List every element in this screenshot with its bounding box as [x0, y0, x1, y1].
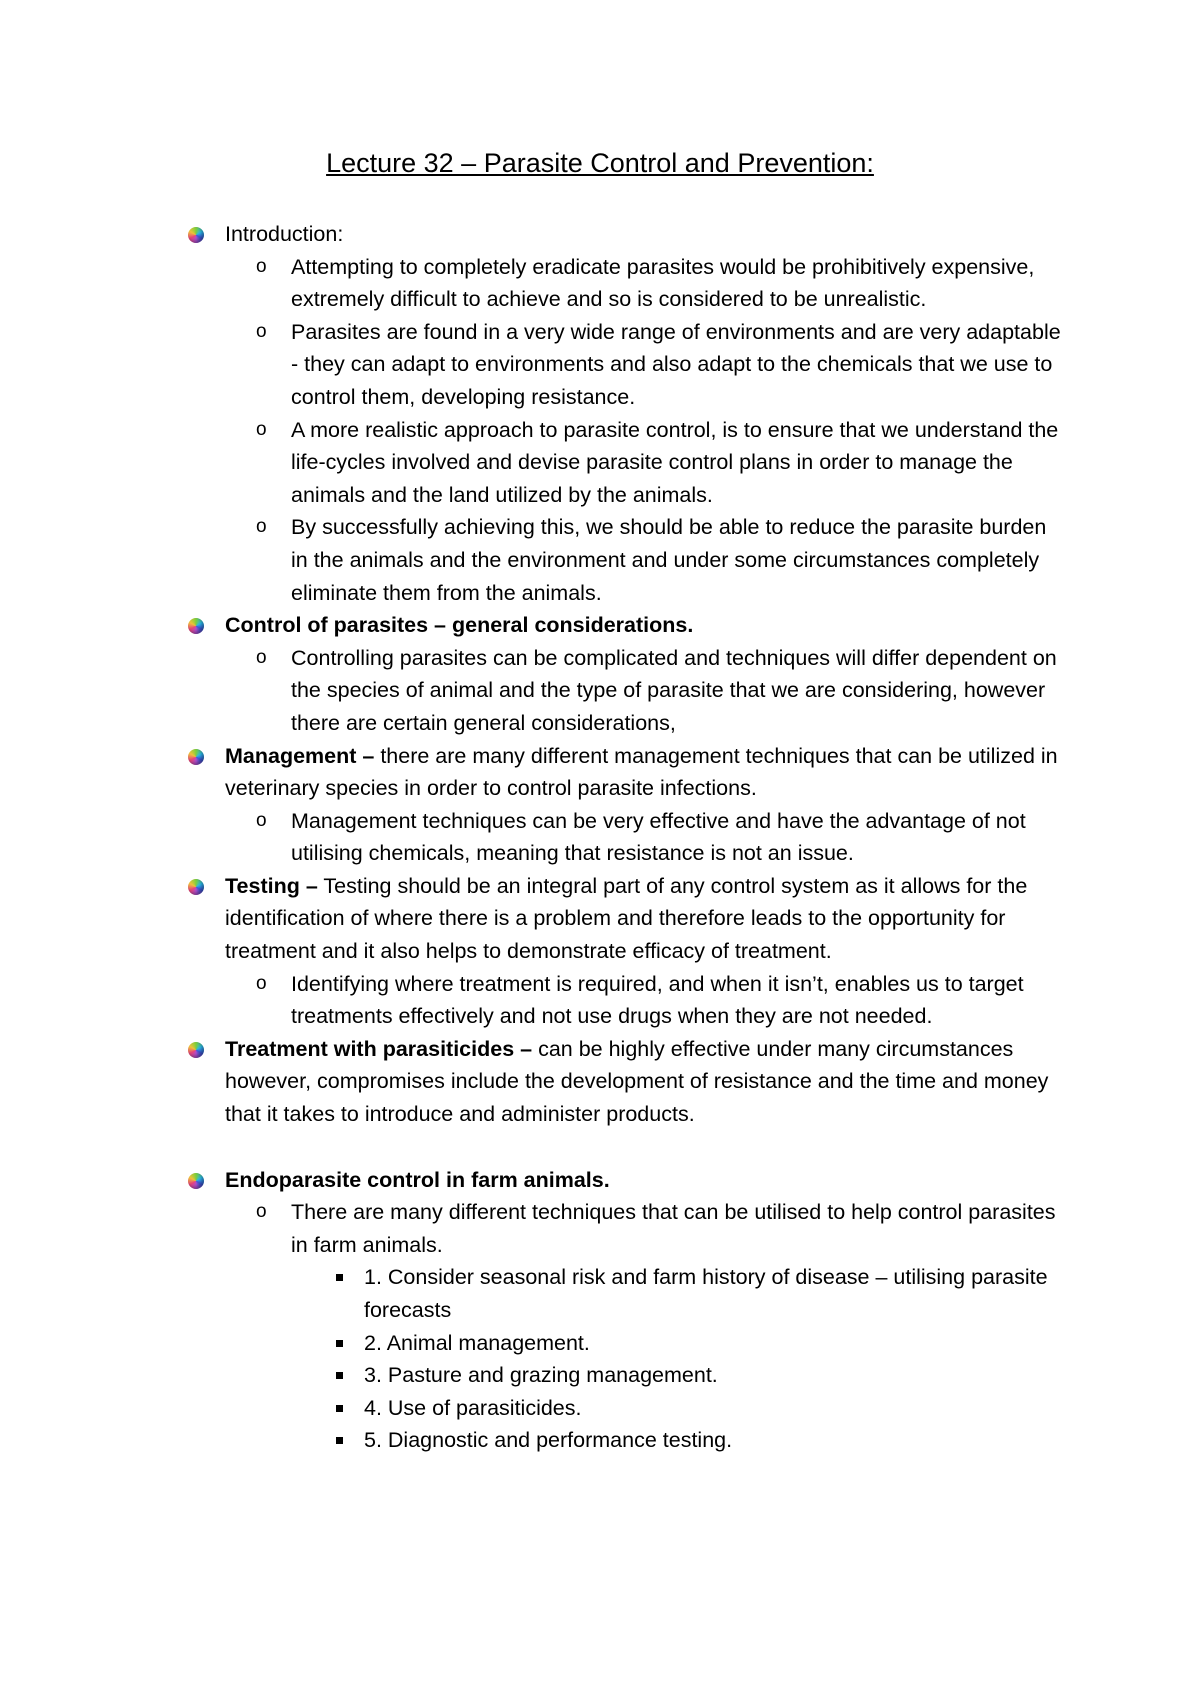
treatment-text: can be highly effective under many circumstances however, compromises include the development of resistance and the time and money that it takes to introduce and administer products. [225, 1036, 1049, 1127]
paragraph-gap [0, 1131, 1200, 1164]
sub-bullet [0, 805, 1065, 870]
endoparasite-heading: Endoparasite control in farm animals. [225, 1167, 610, 1192]
sub-bullet [0, 251, 1065, 316]
step-text: 3. Pasture and grazing management. [364, 1363, 718, 1388]
circle-bullet-icon: o [256, 255, 267, 277]
step-item [0, 1359, 1064, 1392]
testing-text: Testing should be an integral part of any control system as it allows for the identification of where there is a problem and therefore leads to the opportunity for treatment and it also helps to demonstrate efficacy of treatment. [225, 873, 1028, 964]
sub-bullet [0, 414, 1065, 512]
bullet-management [0, 740, 1065, 805]
step-text: 1. Consider seasonal risk and farm history of disease – utilising parasite forecasts [364, 1265, 1048, 1322]
sub-bullet [0, 511, 1065, 609]
sub-bullet-text: Parasites are found in a very wide range of environments and are very adaptable - they can adapt to environments and also adapt to the chemicals that we use to control them, developing resistance. [291, 319, 1061, 409]
treatment-heading: Treatment with parasiticides – [225, 1036, 533, 1061]
sub-bullet [0, 968, 1065, 1033]
square-bullet-icon [336, 1405, 343, 1412]
step-item [0, 1261, 1064, 1326]
bullet-disc-icon [188, 227, 204, 243]
bullet-testing [0, 870, 1065, 968]
step-item [0, 1327, 1064, 1360]
step-text: 5. Diagnostic and performance testing. [364, 1428, 733, 1453]
step-text: 4. Use of parasiticides. [364, 1395, 582, 1420]
bullet-disc-icon [188, 618, 204, 634]
introduction-label: Introduction: [225, 222, 344, 246]
bullet-endoparasite-control [0, 1164, 1065, 1197]
square-bullet-icon [336, 1340, 343, 1347]
step-item [0, 1424, 1064, 1457]
control-heading: Control of parasites – general considerations. [225, 613, 694, 638]
bullet-treatment [0, 1033, 1065, 1131]
circle-bullet-icon: o [256, 418, 267, 440]
circle-bullet-icon: o [256, 320, 267, 342]
sub-bullet-text: There are many different techniques that can be utilised to help control parasites in farm animals. [291, 1200, 1056, 1257]
square-bullet-icon [336, 1437, 343, 1444]
bullet-control-of-parasites [0, 609, 1065, 642]
management-text: there are many different management techniques that can be utilized in veterinary species in order to control parasite infections. [225, 743, 1058, 801]
bullet-disc-icon [188, 1042, 204, 1058]
circle-bullet-icon: o [256, 809, 267, 831]
step-text: 2. Animal management. [364, 1330, 590, 1355]
sub-bullet-text: Identifying where treatment is required, and when it isn’t, enables us to target treatments effectively and not use drugs when they are not needed. [291, 971, 1024, 1029]
sub-bullet-text: Controlling parasites can be complicated and techniques will differ dependent on the species of animal and the type of parasite that we are considering, however there are certain general considerations, [291, 645, 1057, 735]
square-bullet-icon [336, 1372, 343, 1379]
circle-bullet-icon: o [256, 646, 267, 668]
sub-bullet-text: Attempting to completely eradicate parasites would be prohibitively expensive, extremely difficult to achieve and so is considered to be unrealistic. [291, 254, 1035, 312]
management-heading: Management – [225, 743, 375, 768]
page-title: Lecture 32 – Parasite Control and Prevention: [326, 148, 874, 178]
bullet-disc-icon [188, 1173, 204, 1189]
circle-bullet-icon: o [256, 516, 267, 538]
document-body [0, 218, 1200, 1457]
sub-bullet [0, 316, 1065, 414]
circle-bullet-icon: o [256, 1201, 267, 1223]
bullet-disc-icon [188, 749, 204, 765]
bullet-introduction [0, 218, 1065, 251]
circle-bullet-icon: o [256, 972, 267, 994]
bullet-disc-icon [188, 879, 204, 895]
sub-bullet [0, 642, 1065, 740]
step-item [0, 1392, 1064, 1425]
square-bullet-icon [336, 1274, 343, 1281]
sub-bullet-text: Management techniques can be very effective and have the advantage of not utilising chemicals, meaning that resistance is not an issue. [291, 808, 1026, 866]
sub-bullet [0, 1196, 1065, 1261]
sub-bullet-text: A more realistic approach to parasite control, is to ensure that we understand the life-cycles involved and devise parasite control plans in order to manage the animals and the land utilized by the animals. [291, 417, 1059, 507]
sub-bullet-text: By successfully achieving this, we should be able to reduce the parasite burden in the animals and the environment and under some circumstances completely eliminate them from the animals. [291, 515, 1047, 605]
testing-heading: Testing – [225, 873, 318, 898]
